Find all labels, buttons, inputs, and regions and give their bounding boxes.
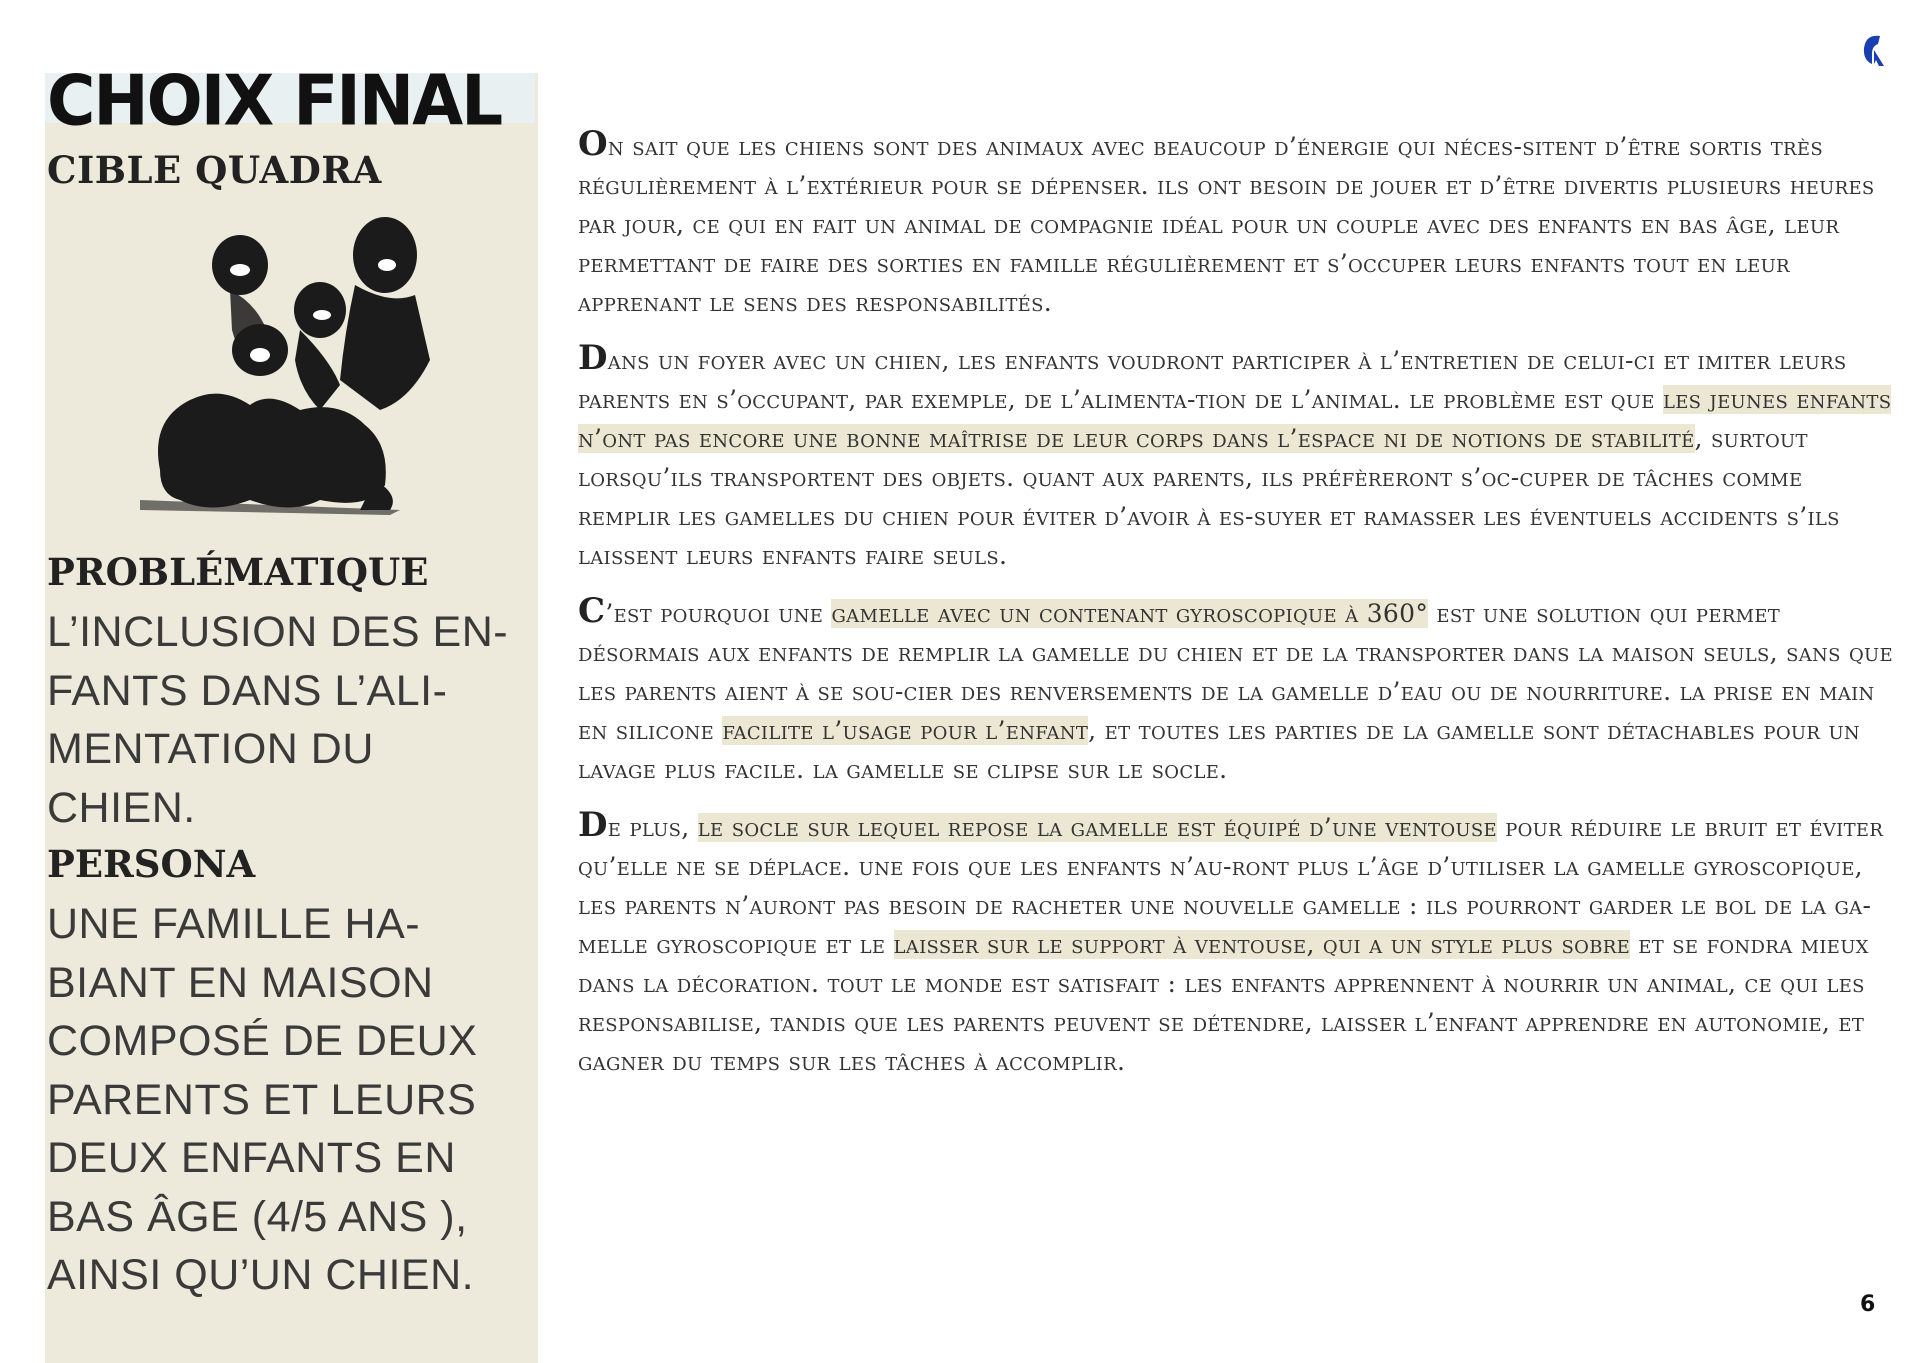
paragraph-1 (578, 125, 1898, 322)
highlighted-text: le socle sur lequel repose la gamelle est équipé d’une ventouse (697, 813, 1497, 842)
page-number: 6 (1860, 1292, 1876, 1317)
brand-logo-icon (1858, 30, 1888, 70)
highlighted-text: facilite l’usage pour l’enfant (722, 716, 1089, 745)
paragraph-4 (578, 806, 1898, 1081)
persona-heading: PERSONA (47, 842, 256, 886)
drop-initial: C (578, 591, 606, 631)
highlighted-text: les jeunes enfants n’ont pas encore une bonne maîtrise de leur corps dans l’espace ni de notions de stabilité (578, 385, 1892, 453)
persona-text: UNE FAMILLE HA-BIANT EN MAISON COMPOSÉ DE DEUX PARENTS ET LEURS DEUX ENFANTS EN BAS ÂGE (4/5 ANS ), AINSI QU’UN CHIEN. (47, 900, 478, 1299)
drop-initial: D (578, 805, 608, 845)
paragraph-text: ans un foyer avec un chien, les enfants voudront participer à l’entretien de celui-ci et imiter leurs parents en s’occupant, par exemple, de l’alimenta-tion de l’animal. le problème est que (578, 346, 1847, 414)
highlighted-text: gamelle avec un contenant gyroscopique à 360° (831, 599, 1429, 628)
page-title: CHOIX FINAL (47, 60, 502, 142)
target-label: CIBLE QUADRA (47, 148, 382, 192)
problem-heading: PROBLÉMATIQUE (47, 550, 429, 594)
paragraph-text: n sait que les chiens sont des animaux avec beaucoup d’énergie qui néces-sitent d’être sortis très régulièrement à l’extérieur pour se dépenser. ils ont besoin de jouer et d’être divertis plusieurs heures par jour, ce qui en fait un animal de compagnie idéal pour un couple avec des enfants en bas âge, leur permettant de faire des sorties en famille régulièrement et s’occuper leurs enfants tout en leur apprenant le sens des responsabilités. (578, 132, 1875, 317)
paragraph-text: et se fondra mieux dans la décoration. tout le monde est satisfait : les enfants apprennent à nourrir un animal, ce qui les responsabilise, tandis que les parents peuvent se détendre, laisser l’enfant apprendre en autonomie, et gagner du temps sur les tâches à accomplir. (578, 930, 1869, 1076)
paragraph-text: , et toutes les parties de la gamelle sont détachables pour un lavage plus facile. la gamelle se clipse sur le socle. (578, 716, 1860, 784)
paragraph-text: e plus, (607, 813, 698, 842)
body-column (578, 125, 1898, 1098)
paragraph-2 (578, 339, 1898, 575)
drop-initial: O (578, 124, 608, 164)
highlighted-text: laisser sur le support à ventouse, qui a un style plus sobre (893, 930, 1631, 959)
paragraph-text: pour réduire le bruit et éviter qu’elle ne se déplace. une fois que les enfants n’au-ront plus l’âge d’utiliser la gamelle gyroscopique, les parents n’auront pas besoin de racheter une nouvelle gamelle : ils pourront garder le bol de la ga-melle gyroscopique et le (578, 813, 1884, 959)
drop-initial: D (578, 338, 608, 378)
paragraph-3 (578, 592, 1898, 789)
paragraph-text: , surtout lorsqu’ils transportent des objets. quant aux parents, ils préfèreront s’oc-cuper de tâches comme remplir les gamelles du chien pour éviter d’avoir à es-suyer et ramasser les éventuels accidents s’ils laissent leurs enfants faire seuls. (578, 424, 1840, 570)
family-illustration (140, 210, 480, 520)
paragraph-text: est une solution qui permet désormais aux enfants de remplir la gamelle du chien et de la transporter dans la maison seuls, sans que les parents aient à se sou-cier des renversements de la gamelle d’eau ou de nourriture. la prise en main en silicone (578, 599, 1893, 745)
problem-text: L’INCLUSION DES EN-FANTS DANS L’ALI-MENTATION DU CHIEN. (47, 608, 509, 832)
paragraph-text: ’est pourquoi une (605, 599, 832, 628)
